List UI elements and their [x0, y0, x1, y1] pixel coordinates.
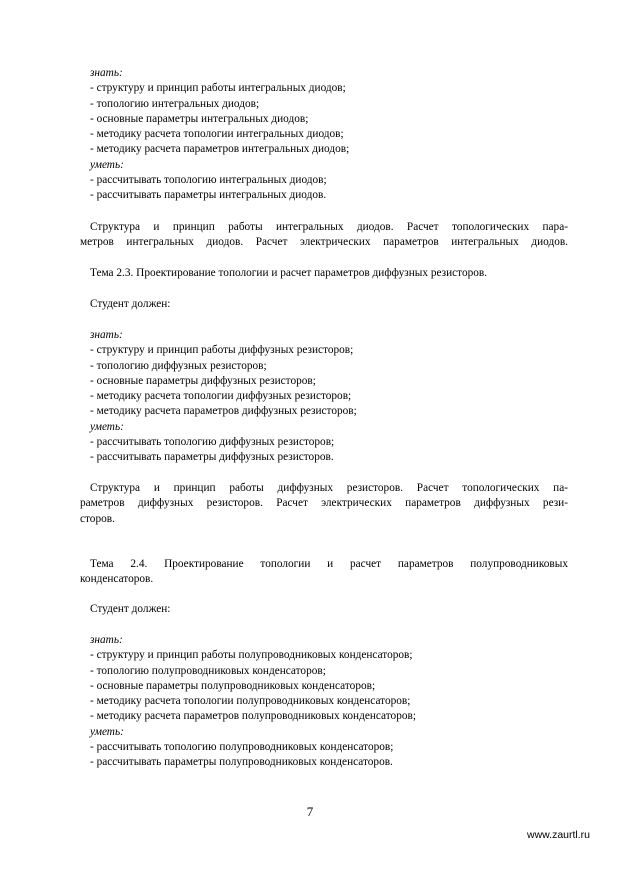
can-label: уметь:	[90, 158, 124, 171]
summary-line: сторов.	[80, 512, 115, 525]
know-block-diodes	[90, 66, 568, 204]
list-item: - рассчитывать топологию полупроводниковых конденсаторов;	[90, 741, 394, 754]
list-item: - структуру и принцип работы интегральных диодов;	[90, 82, 346, 95]
list-item: - основные параметры интегральных диодов;	[90, 112, 309, 125]
list-item: - топологию полупроводниковых конденсаторов;	[90, 664, 326, 677]
list-item: - рассчитывать параметры полупроводниковых конденсаторов.	[90, 756, 393, 769]
summary-resistors	[80, 481, 568, 527]
topic-title: Тема 2.4. Проектирование топологии и расчет параметров полупроводниковых	[90, 558, 568, 570]
list-item: - рассчитывать параметры интегральных диодов.	[90, 189, 327, 202]
topic-title: Тема 2.3. Проектирование топологии и расчет параметров диффузных резисторов.	[90, 267, 488, 279]
list-item: - топологию интегральных диодов;	[90, 97, 260, 110]
know-label: знать:	[90, 67, 123, 79]
summary-line: Структура и принцип работы диффузных резисторов. Расчет топологических па-	[90, 482, 568, 494]
list-item: - методику расчета топологии интегральных диодов;	[90, 128, 344, 141]
student-must: Студент должен:	[90, 603, 171, 615]
summary-line: метров интегральных диодов. Расчет электрических параметров интегральных диодов.	[80, 236, 568, 249]
know-block-resistors	[90, 328, 568, 466]
list-item: - структуру и принцип работы диффузных резисторов;	[90, 344, 354, 357]
list-item: - методику расчета топологии полупроводниковых конденсаторов;	[90, 695, 411, 708]
topic-2-3	[90, 266, 568, 281]
list-item: - основные параметры полупроводниковых конденсаторов;	[90, 679, 376, 692]
list-item: - методику расчета топологии диффузных резисторов;	[90, 390, 352, 403]
site-watermark: www.zaurtl.ru	[526, 829, 590, 841]
list-item: - основные параметры диффузных резисторов;	[90, 374, 316, 387]
topic-title: конденсаторов.	[80, 573, 154, 586]
list-item: - рассчитывать топологию интегральных диодов;	[90, 174, 327, 187]
list-item: - методику расчета параметров полупроводниковых конденсаторов;	[90, 710, 416, 723]
can-label: уметь:	[90, 725, 124, 738]
summary-diodes	[80, 220, 568, 251]
know-block-capacitors	[90, 633, 568, 771]
know-label: знать:	[90, 634, 123, 646]
list-item: - методику расчета параметров диффузных резисторов;	[90, 405, 357, 418]
student-must: Студент должен:	[90, 298, 171, 310]
list-item: - рассчитывать топологию диффузных резисторов;	[90, 436, 335, 449]
list-item: - структуру и принцип работы полупроводниковых конденсаторов;	[90, 649, 413, 662]
page-number: 7	[306, 804, 314, 819]
can-label: уметь:	[90, 420, 124, 433]
topic-2-4	[80, 557, 568, 588]
know-label: знать:	[90, 329, 123, 341]
student-must-2-3	[90, 297, 568, 312]
list-item: - топологию диффузных резисторов;	[90, 359, 267, 372]
student-must-2-4	[90, 602, 568, 617]
list-item: - методику расчета параметров интегральных диодов;	[90, 143, 350, 156]
list-item: - рассчитывать параметры диффузных резисторов.	[90, 451, 334, 464]
summary-line: раметров диффузных резисторов. Расчет электрических параметров диффузных рези-	[80, 497, 568, 510]
summary-line: Структура и принцип работы интегральных диодов. Расчет топологических пара-	[90, 221, 568, 233]
